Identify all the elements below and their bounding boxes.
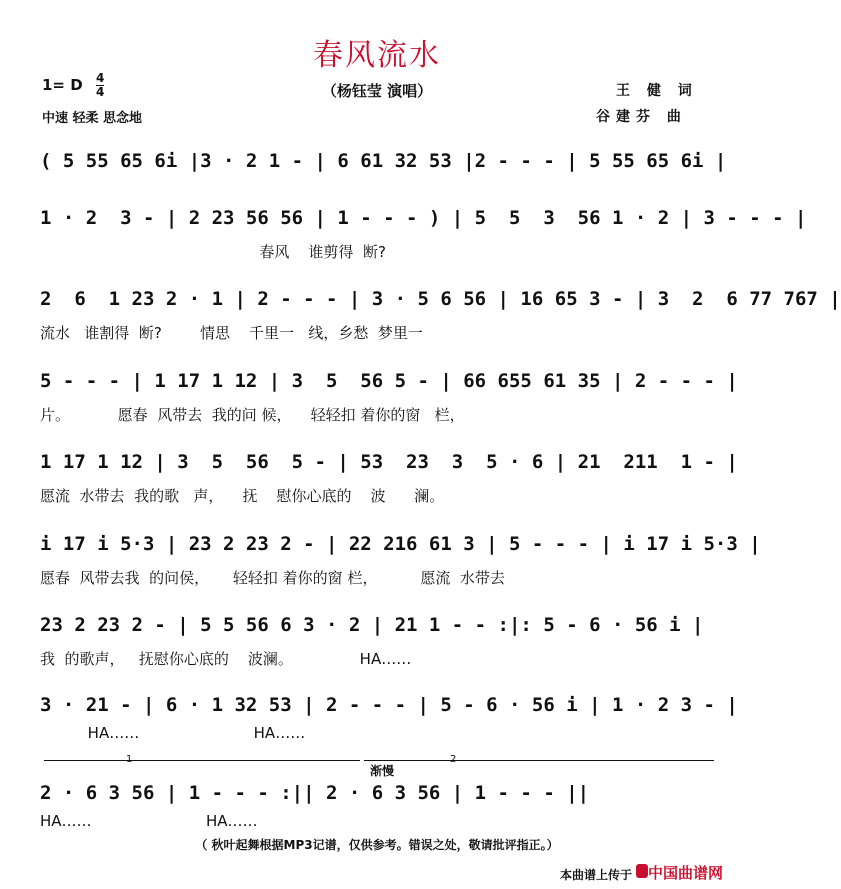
lyric-line: 愿流 水带去 我的歌 声， 抚 慰你心底的 波 澜。 [40, 487, 445, 505]
tempo-marking: 中速 轻柔 思念地 [42, 111, 143, 126]
time-signature [96, 72, 104, 99]
ritard-marking: 渐慢 [370, 764, 395, 778]
site-logo-icon [636, 864, 648, 878]
notation: 1 17 1 12 | 3 5 56 5 - | 53 23 3 5 · 6 | 21 211 1 - | [40, 451, 738, 473]
notation: 1 · 2 3 - | 2 23 56 56 | 1 - - - ) | 5 5 3 56 1 · 2 | 3 - - - | [40, 207, 807, 229]
transcription-note: （ 秋叶起舞根据MP3记谱，仅供参考。错误之处，敬请批评指正。） [195, 838, 559, 852]
notation: 23 2 23 2 - | 5 5 56 6 3 · 2 | 21 1 - - :|: 5 - 6 · 56 i | [40, 614, 704, 636]
lyric-line: HA…… HA…… [40, 724, 306, 742]
lyric-line: 我 的歌声， 抚慰你心底的 波澜。 HA…… [40, 650, 412, 668]
notation: i 17 i 5·3 | 23 2 23 2 - | 22 216 61 3 | 5 - - - | i 17 i 5·3 | [40, 533, 761, 555]
notation: ( 5 55 65 6i |3 · 2 1 - | 6 61 32 53 |2 - - - | 5 55 65 6i | [40, 150, 727, 172]
lyricist-credit: 王 健 词 [616, 83, 698, 99]
composer-credit: 谷建芬 曲 [596, 109, 687, 125]
lyric-line: 流水 谁割得 断? 情思 千里一 线，乡愁 梦里一 [40, 324, 423, 342]
upload-credit: 本曲谱上传于 [560, 868, 633, 882]
lyric-line: HA…… HA…… [40, 812, 258, 830]
volta-2-bracket [364, 760, 714, 761]
lyric-line: 愿春 风带去我 的问侯， 轻轻扣 着你的窗 栏， 愿流 水带去 [40, 569, 505, 587]
notation: 3 · 21 - | 6 · 1 32 53 | 2 - - - | 5 - 6 · 56 i | 1 · 2 3 - | [40, 694, 738, 716]
notation: 2 6 1 23 2 · 1 | 2 - - - | 3 · 5 6 56 | 16 65 3 - | 3 2 6 77 767 | [40, 288, 841, 310]
lyric-line: 片。 愿春 风带去 我的问 候， 轻轻扣 着你的窗 栏， [40, 406, 465, 424]
volta-1-bracket [44, 760, 360, 761]
key-signature: 1= D [42, 76, 83, 94]
song-title: 春风流水 [313, 38, 441, 73]
lyric-line: 春风 谁剪得 断? [40, 243, 386, 261]
time-numerator: 4 [96, 71, 105, 85]
singer-credit: （杨钰莹 演唱） [321, 82, 433, 100]
notation: 5 - - - | 1 17 1 12 | 3 5 56 5 - | 66 655 61 35 | 2 - - - | [40, 370, 738, 392]
notation: 2 · 6 3 56 | 1 - - - :|| 2 · 6 3 56 | 1 - - - || [40, 782, 590, 804]
site-brand[interactable]: 中国曲谱网 [648, 864, 724, 882]
time-denominator: 4 [96, 85, 105, 99]
